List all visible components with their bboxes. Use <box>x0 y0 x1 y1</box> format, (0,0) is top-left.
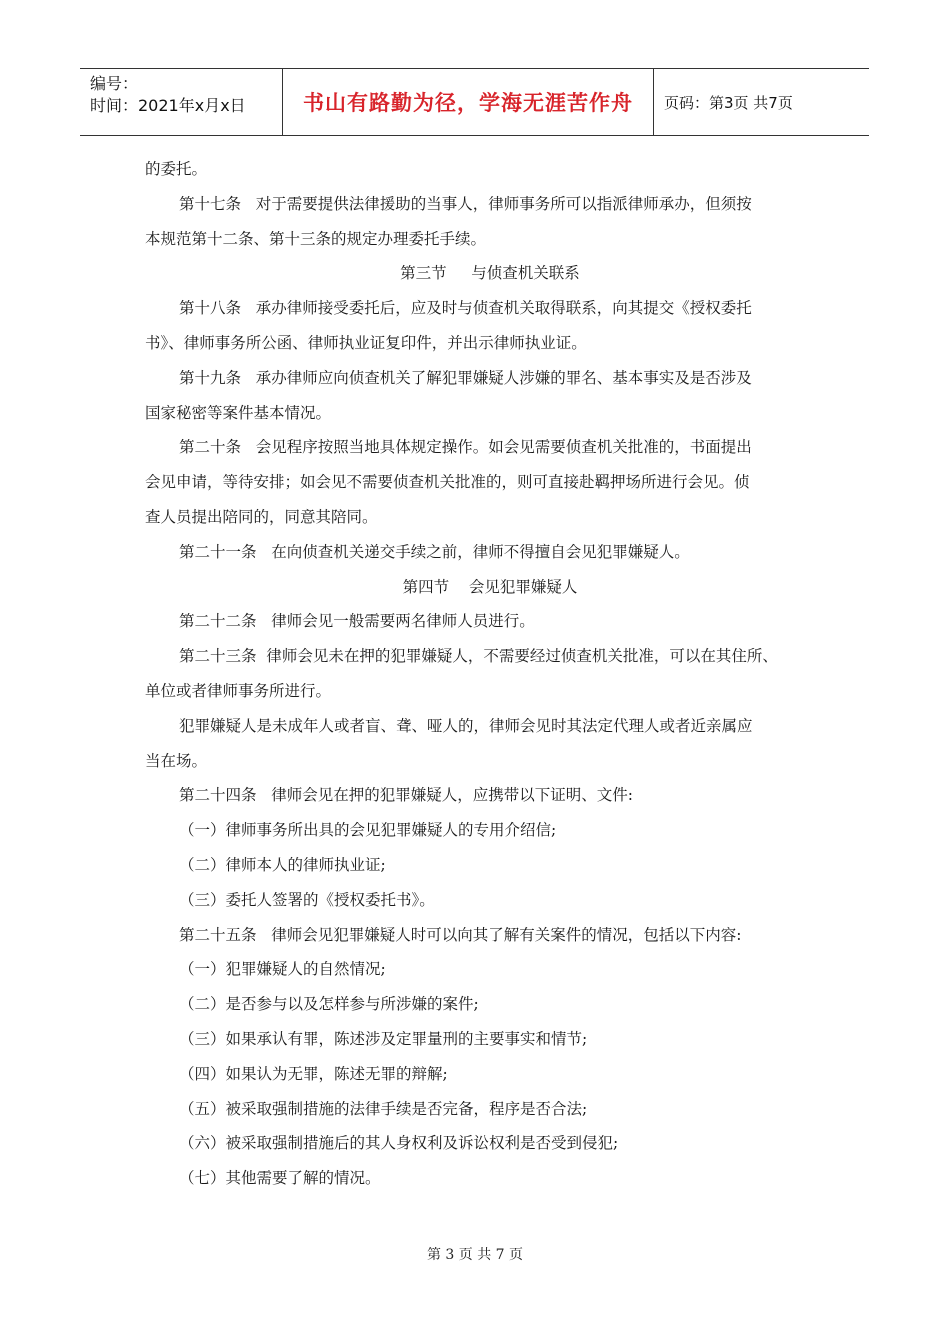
body-line: 当在场。 <box>145 751 208 770</box>
article-22: 第二十二条 律师会见一般需要两名律师人员进行。 <box>179 612 535 631</box>
document-body <box>145 152 835 1196</box>
page-header <box>80 68 869 136</box>
document-date-label: 时间：2021年x月x日 <box>90 96 246 115</box>
body-line: 单位或者律师事务所进行。 <box>145 681 332 700</box>
list-item: （一）律师事务所出具的会见犯罪嫌疑人的专用介绍信; <box>179 821 557 840</box>
list-item: （二）是否参与以及怎样参与所涉嫌的案件; <box>179 995 479 1014</box>
section-heading-3: 第三节 与侦查机关联系 <box>400 264 580 283</box>
header-meta <box>80 69 282 135</box>
header-page-number: 页码：第3页 共7页 <box>664 93 793 112</box>
body-line: 会见申请，等待安排；如会见不需要侦查机关批准的，则可直接赴羁押场所进行会见。侦 <box>145 473 750 492</box>
list-item: （三）如果承认有罪，陈述涉及定罪量刑的主要事实和情节; <box>179 1029 588 1048</box>
article-23: 第二十三条 律师会见未在押的犯罪嫌疑人，不需要经过侦查机关批准，可以在其住所、 <box>179 647 778 666</box>
body-line: 书》、律师事务所公函、律师执业证复印件，并出示律师执业证。 <box>145 333 587 352</box>
document-number-label: 编号： <box>90 74 139 93</box>
page-footer: 第 3 页 共 7 页 <box>426 1247 524 1263</box>
article-17: 第十七条 对于需要提供法律援助的当事人，律师事务所可以指派律师承办，但须按 <box>179 194 752 213</box>
body-paragraph: 犯罪嫌疑人是未成年人或者盲、聋、哑人的，律师会见时其法定代理人或者近亲属应 <box>179 716 753 735</box>
list-item: （五）被采取强制措施的法律手续是否完备，程序是否合法; <box>179 1099 588 1118</box>
list-item: （七）其他需要了解的情况。 <box>179 1169 381 1188</box>
header-motto: 书山有路勤为径，学海无涯苦作舟 <box>282 69 654 135</box>
body-line: 查人员提出陪同的，同意其陪同。 <box>145 507 378 526</box>
body-line: 的委托。 <box>145 160 208 178</box>
list-item: （六）被采取强制措施后的其人身权利及诉讼权利是否受到侵犯; <box>179 1134 619 1153</box>
list-item: （三）委托人签署的《授权委托书》。 <box>179 890 435 909</box>
list-item: （一）犯罪嫌疑人的自然情况; <box>179 960 386 979</box>
list-item: （四）如果认为无罪，陈述无罪的辩解; <box>179 1064 448 1083</box>
article-20: 第二十条 会见程序按照当地具体规定操作。如会见需要侦查机关批准的，书面提出 <box>179 438 752 457</box>
body-line: 国家秘密等案件基本情况。 <box>145 403 332 422</box>
article-24: 第二十四条 律师会见在押的犯罪嫌疑人，应携带以下证明、文件: <box>179 786 634 805</box>
article-21: 第二十一条 在向侦查机关递交手续之前，律师不得擅自会见犯罪嫌疑人。 <box>179 542 690 561</box>
section-heading-4: 第四节 会见犯罪嫌疑人 <box>402 577 578 596</box>
body-line: 本规范第十二条、第十三条的规定办理委托手续。 <box>145 229 487 248</box>
article-25: 第二十五条 律师会见犯罪嫌疑人时可以向其了解有关案件的情况，包括以下内容: <box>179 925 742 944</box>
list-item: （二）律师本人的律师执业证; <box>179 855 386 874</box>
article-18: 第十八条 承办律师接受委托后，应及时与侦查机关取得联系，向其提交《授权委托 <box>179 299 752 318</box>
article-19: 第十九条 承办律师应向侦查机关了解犯罪嫌疑人涉嫌的罪名、基本事实及是否涉及 <box>179 368 752 387</box>
